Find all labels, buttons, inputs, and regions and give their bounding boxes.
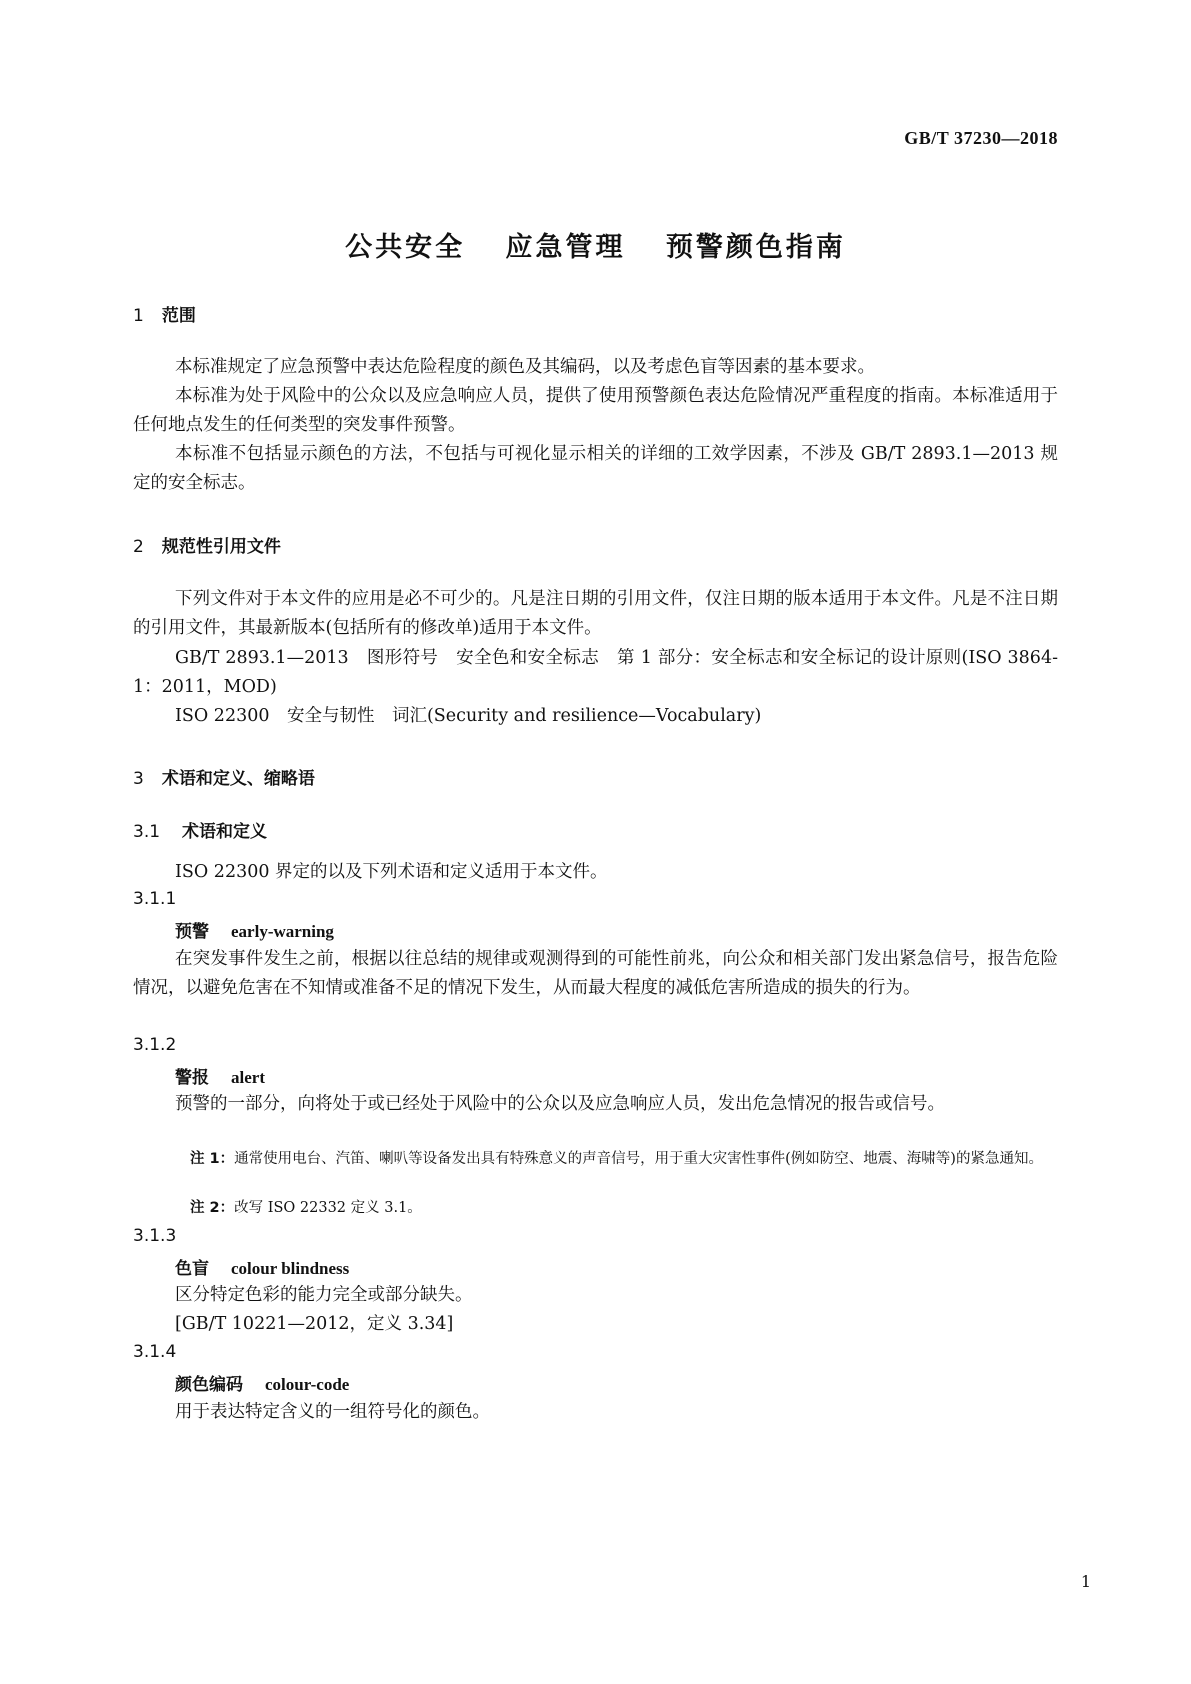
term-zh: 预警 — [175, 922, 209, 942]
term-heading — [175, 1370, 349, 1395]
note-text: 改写 ISO 22332 定义 3.1。 — [234, 1200, 422, 1216]
subsection-3-1-heading — [133, 817, 267, 842]
term-note — [190, 1147, 1112, 1172]
term-zh: 色盲 — [175, 1259, 209, 1279]
section-3-heading — [133, 764, 315, 789]
note-label: 注 1： — [190, 1151, 235, 1167]
standard-number: GB/T 37230—2018 — [904, 128, 1058, 148]
terms-intro: ISO 22300 界定的以及下列术语和定义适用于本文件。 — [175, 862, 608, 882]
term-en: colour-code — [265, 1375, 350, 1394]
section-number: 3 — [133, 769, 144, 789]
section-title: 范围 — [161, 306, 196, 326]
section-number: 1 — [133, 306, 144, 326]
term-note — [190, 1196, 1112, 1221]
normative-reference-1: GB/T 2893.1—2013 图形符号 安全色和安全标志 第 1 部分：安全标志和安全标记的设计原则(ISO 3864-1：2011，MOD) — [133, 648, 1058, 697]
section-title: 规范性引用文件 — [161, 537, 281, 557]
note-text: 通常使用电台、汽笛、喇叭等设备发出具有特殊意义的声音信号，用于重大灾害性事件(例如防空、地震、海啸等)的紧急通知。 — [234, 1151, 1043, 1167]
scope-paragraph-2: 本标准为处于风险中的公众以及应急响应人员，提供了使用预警颜色表达危险情况严重程度的指南。本标准适用于任何地点发生的任何类型的突发事件预警。 — [133, 386, 1058, 435]
term-source: [GB/T 10221—2012，定义 3.34] — [175, 1314, 454, 1334]
term-number: 3.1.3 — [133, 1226, 177, 1246]
term-definition: 区分特定色彩的能力完全或部分缺失。 — [175, 1285, 473, 1305]
scope-paragraph-3: 本标准不包括显示颜色的方法，不包括与可视化显示相关的详细的工效学因素，不涉及 GB/T 2893.1—2013 规定的安全标志。 — [133, 444, 1058, 493]
subsection-title: 术语和定义 — [182, 822, 268, 842]
term-en: alert — [231, 1068, 265, 1087]
title-part: 预警颜色指南 — [665, 232, 846, 263]
term-heading — [175, 1063, 265, 1088]
term-number: 3.1.2 — [133, 1035, 177, 1055]
section-2-heading — [133, 532, 281, 557]
scope-paragraph-1: 本标准规定了应急预警中表达危险程度的颜色及其编码，以及考虑色盲等因素的基本要求。 — [175, 357, 875, 377]
term-definition: 在突发事件发生之前，根据以往总结的规律或观测得到的可能性前兆，向公众和相关部门发出紧急信号，报告危险情况，以避免危害在不知情或准备不足的情况下发生，从而最大程度的减低危害所造成的损失的行为。 — [133, 949, 1058, 998]
document-title — [0, 225, 1191, 264]
title-part: 应急管理 — [505, 232, 626, 263]
title-part: 公共安全 — [345, 232, 466, 263]
note-label: 注 2： — [190, 1200, 235, 1216]
normative-reference-2: ISO 22300 安全与韧性 词汇(Security and resilience—Vocabulary) — [175, 706, 762, 726]
term-definition: 用于表达特定含义的一组符号化的颜色。 — [175, 1402, 490, 1422]
section-1-heading — [133, 301, 196, 326]
term-zh: 警报 — [175, 1068, 209, 1088]
term-number: 3.1.1 — [133, 889, 177, 909]
term-heading — [175, 917, 334, 942]
section-title: 术语和定义、缩略语 — [161, 769, 315, 789]
term-zh: 颜色编码 — [175, 1375, 243, 1395]
section-number: 2 — [133, 537, 144, 557]
term-en: colour blindness — [231, 1259, 350, 1278]
page-number: 1 — [1080, 1572, 1091, 1591]
term-definition: 预警的一部分，向将处于或已经处于风险中的公众以及应急响应人员，发出危急情况的报告或信号。 — [175, 1094, 945, 1114]
subsection-number: 3.1 — [133, 822, 161, 842]
term-number: 3.1.4 — [133, 1342, 177, 1362]
term-heading — [175, 1254, 349, 1279]
term-en: early-warning — [231, 922, 334, 941]
normative-intro-paragraph: 下列文件对于本文件的应用是必不可少的。凡是注日期的引用文件，仅注日期的版本适用于本文件。凡是不注日期的引用文件，其最新版本(包括所有的修改单)适用于本文件。 — [133, 589, 1058, 638]
